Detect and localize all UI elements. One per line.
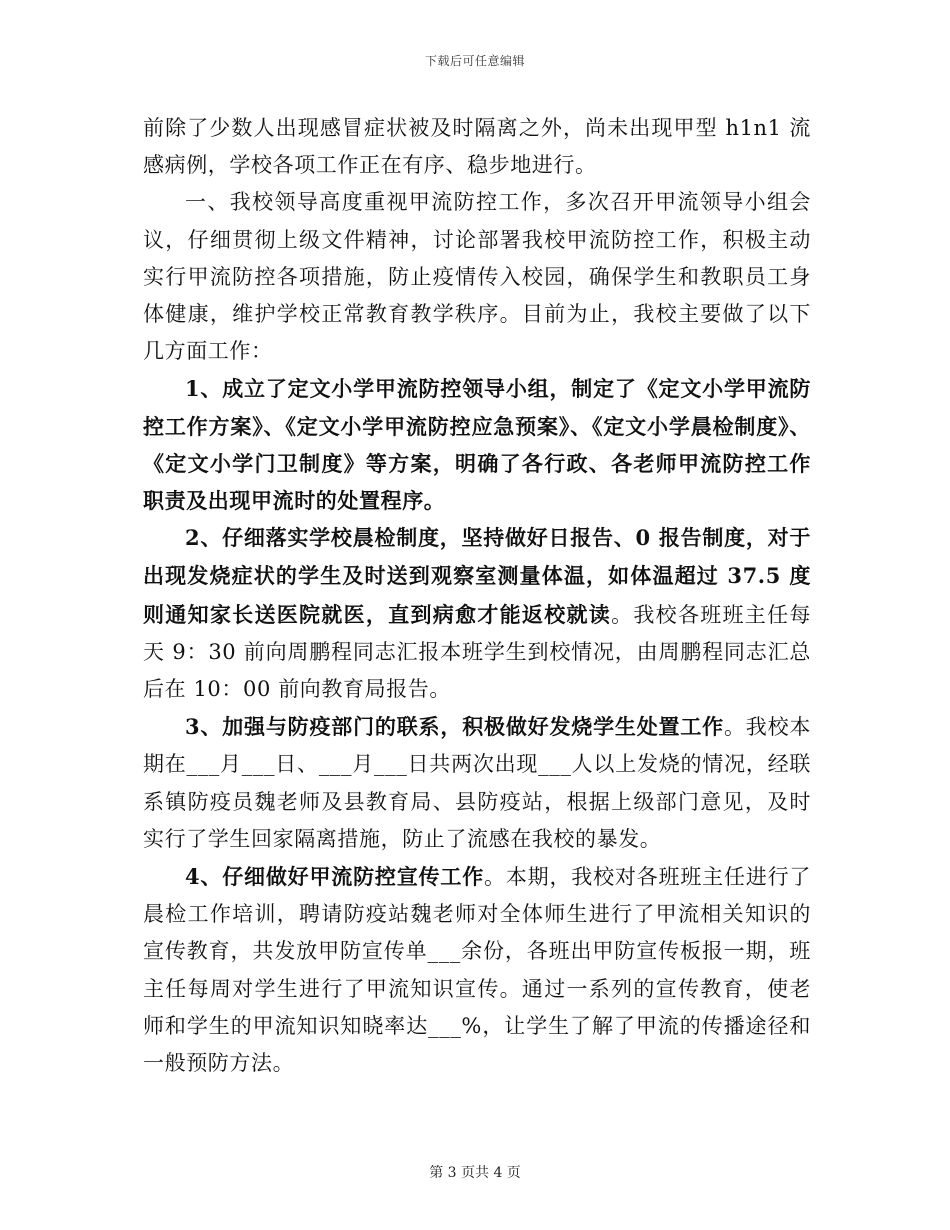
paragraph-item-1: 1、成立了定文小学甲流防控领导小组，制定了《定文小学甲流防控工作方案》、《定文小学甲流防控应急预案》、《定文小学晨检制度》、《定文小学门卫制度》等方案，明确了各行政、各老师甲流防控工作职责及出现甲流时的处置程序。 bbox=[143, 376, 811, 514]
item-2-heading: 2、仔细落实学校晨检制度，坚持做好日报告、0 报告制度，对于出现发烧症状的学生及时送到观察室测量体温，如体温超过 37.5 度则通知家长送医院就医，直到病愈才能返校就读 bbox=[143, 525, 811, 627]
paragraph-item-3 bbox=[143, 708, 811, 858]
item-2-body: 。我校各班班主任每天 9：30 前向周鹏程同志汇报本班学生到校情况，由周鹏程同志汇总后在 10：00 前向教育局报告。 bbox=[143, 602, 811, 702]
document-body bbox=[143, 110, 811, 1082]
paragraph-section-one: 一、我校领导高度重视甲流防控工作，多次召开甲流领导小组会议，仔细贯彻上级文件精神，讨论部署我校甲流防控工作，积极主动实行甲流防控各项措施，防止疫情传入校园，确保学生和教职员工身体健康，维护学校正常教育教学秩序。目前为止，我校主要做了以下几方面工作： bbox=[143, 190, 811, 364]
item-3-body: 。我校本期在___月___日、___月___日共两次出现___人以上发烧的情况，经联系镇防疫员魏老师及县教育局、县防疫站，根据上级部门意见，及时实行了学生回家隔离措施，防止了流感在我校的暴发。 bbox=[143, 715, 811, 851]
page-footer: 第 3 页共 4 页 bbox=[429, 1165, 521, 1181]
paragraph-item-4 bbox=[143, 858, 811, 1082]
item-3-heading: 3、加强与防疫部门的联系，积极做好发烧学生处置工作 bbox=[185, 714, 724, 740]
paragraph-item-2 bbox=[143, 519, 811, 708]
paragraph-continuation: 前除了少数人出现感冒症状被及时隔离之外，尚未出现甲型 h1n1 流感病例，学校各项工作正在有序、稳步地进行。 bbox=[143, 116, 811, 178]
item-4-heading: 4、仔细做好甲流防控宣传工作 bbox=[185, 864, 485, 890]
item-4-body: 。本期，我校对各班班主任进行了晨检工作培训，聘请防疫站魏老师对全体师生进行了甲流相关知识的宣传教育，共发放甲防宣传单___余份，各班出甲防宣传板报一期，班主任每周对学生进行了甲流知识宣传。通过一系列的宣传教育，使老师和学生的甲流知识知晓率达___%，让学生了解了甲流的传播途径和一般预防方法。 bbox=[143, 865, 812, 1076]
page-header: 下载后可任意编辑 bbox=[424, 54, 525, 68]
